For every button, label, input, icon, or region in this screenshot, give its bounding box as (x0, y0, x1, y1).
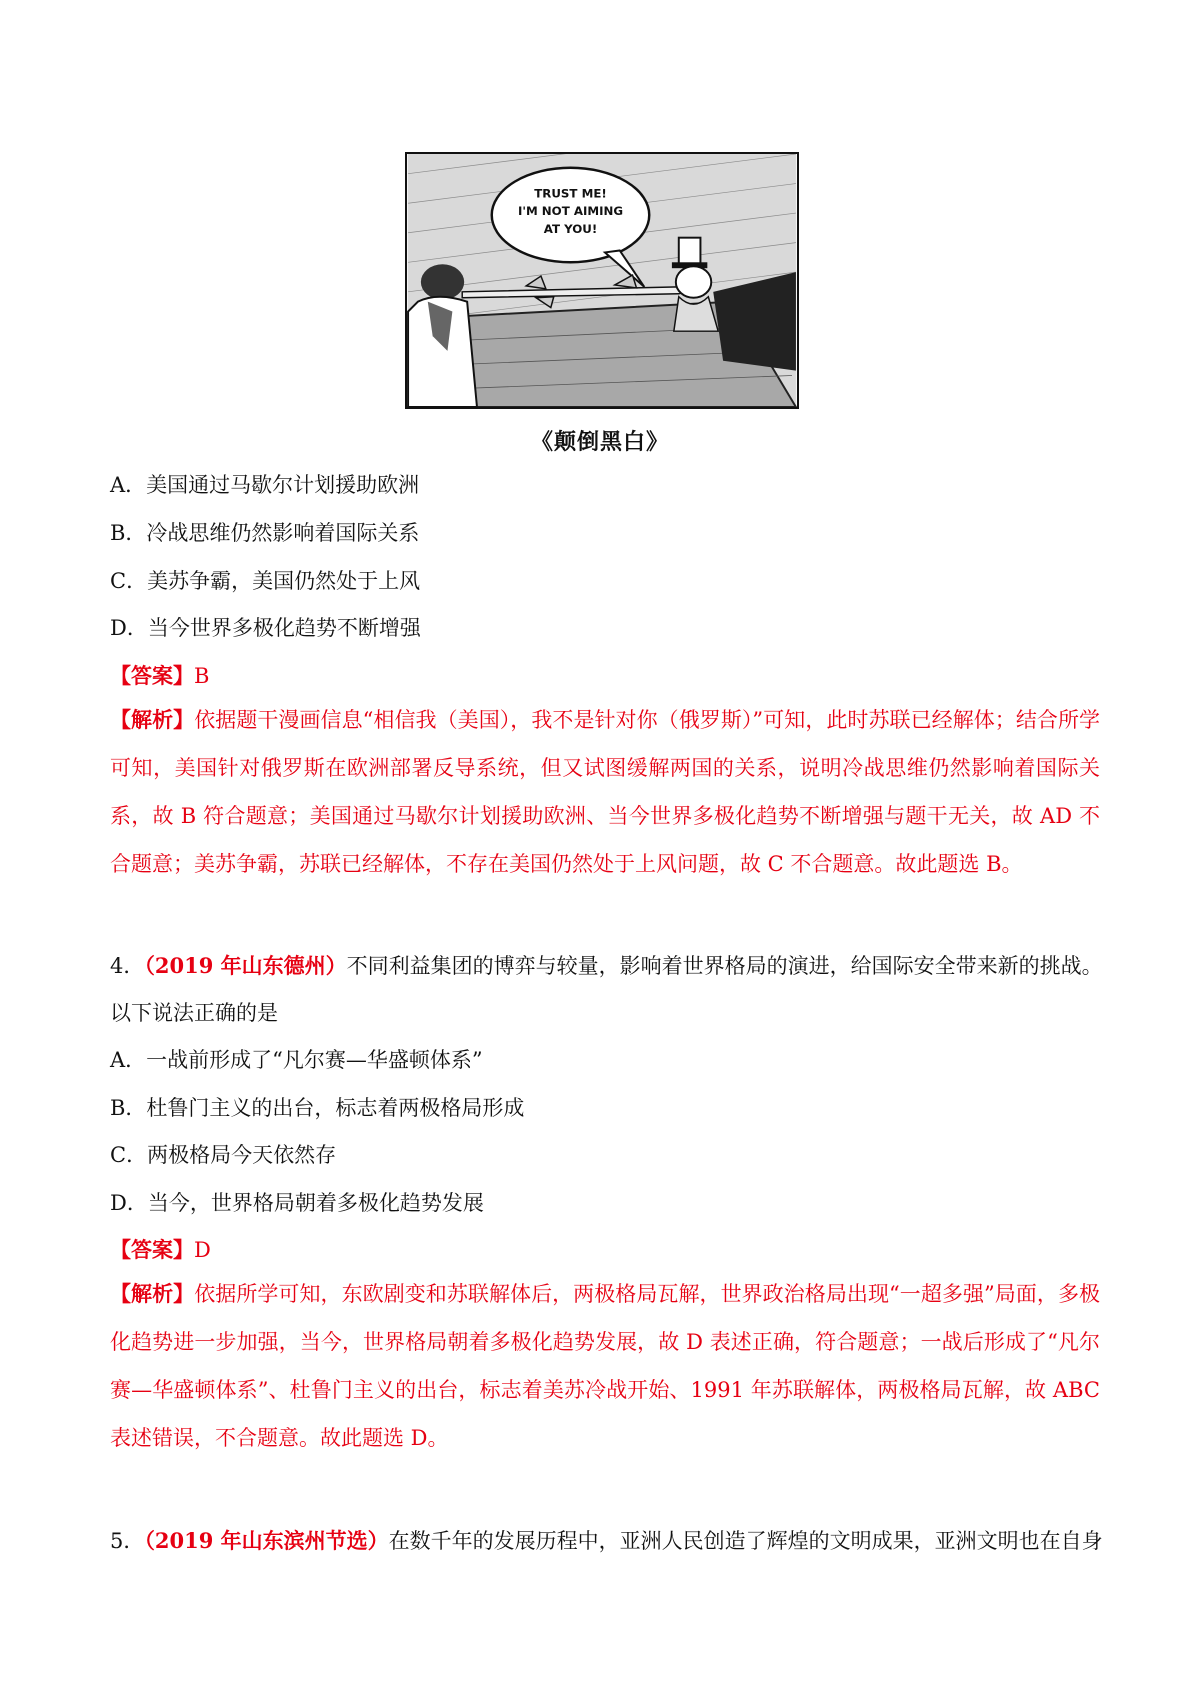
speech-line-2: I'M NOT AIMING (517, 204, 624, 219)
q4-option-a: A．一战前形成了“凡尔赛—华盛顿体系” (110, 1048, 483, 1072)
cartoon-image (405, 152, 799, 409)
q4-stem-line-2: 以下说法正确的是 (110, 1001, 278, 1025)
q3-option-a: A．美国通过马歇尔计划援助欧洲 (110, 473, 420, 497)
q3-answer-value: B (194, 664, 210, 688)
q4-analysis (110, 1270, 1100, 1462)
q5-stem-text: 在数千年的发展历程中，亚洲人民创造了辉煌的文明成果，亚洲文明也在自身 (388, 1529, 1103, 1553)
q3-option-d: D．当今世界多极化趋势不断增强 (110, 616, 421, 640)
q3-option-c: C．美苏争霸，美国仍然处于上风 (110, 569, 421, 593)
speech-line-1: TRUST ME! (534, 186, 607, 201)
q5-number: 5． (110, 1529, 145, 1553)
q4-analysis-tag: 【解析】 (110, 1281, 195, 1306)
q4-answer-tag: 【答案】 (110, 1237, 194, 1262)
q3-option-b: B．冷战思维仍然影响着国际关系 (110, 521, 420, 545)
q3-answer (110, 661, 1100, 691)
q3-analysis-tag: 【解析】 (110, 707, 195, 732)
speech-line-3: AT YOU! (543, 221, 598, 236)
q3-answer-tag: 【答案】 (110, 663, 194, 688)
q4-option-b: B．杜鲁门主义的出台，标志着两极格局形成 (110, 1096, 525, 1120)
q4-option-c: C．两极格局今天依然存 (110, 1143, 337, 1167)
q4-answer (110, 1235, 1100, 1265)
cartoon-caption: 《颠倒黑白》 (530, 429, 669, 455)
q3-analysis-text: 依据题干漫画信息“相信我（美国），我不是针对你（俄罗斯）”可知，此时苏联已经解体；结合所学可知，美国针对俄罗斯在欧洲部署反导系统，但又试图缓解两国的关系，说明冷战思维仍然影响着国际关系，故 B 符合题意；美国通过马歇尔计划援助欧洲、当今世界多极化趋势不断增强与题干无关，故 AD 不合题意；美苏争霸，苏联已经解体，不存在美国仍然处于上风问题，故 C 不合题意。故此题选 B。 (110, 708, 1101, 876)
q4-stem-line-1 (110, 951, 1103, 981)
q5-stem (110, 1526, 1103, 1556)
q4-answer-value: D (194, 1238, 211, 1262)
q4-source: （2019 年山东德州） (144, 953, 347, 978)
q3-analysis (110, 696, 1100, 888)
q4-number: 4． (110, 954, 145, 978)
q4-stem-text: 不同利益集团的博弈与较量，影响着世界格局的演进，给国际安全带来新的挑战。 (346, 954, 1103, 978)
q4-option-d: D．当今，世界格局朝着多极化趋势发展 (110, 1191, 484, 1215)
q5-source: （2019 年山东滨州节选） (144, 1528, 389, 1553)
q4-analysis-text: 依据所学可知，东欧剧变和苏联解体后，两极格局瓦解，世界政治格局出现“一超多强”局面，多极化趋势进一步加强，当今，世界格局朝着多极化趋势发展，故 D 表述正确，符合题意；一战后形成了“凡尔赛—华盛顿体系”、杜鲁门主义的出台，标志着美苏冷战开始、1991 年苏联解体，两极格局瓦解，故 ABC 表述错误，不合题意。故此题选 D。 (110, 1282, 1101, 1450)
